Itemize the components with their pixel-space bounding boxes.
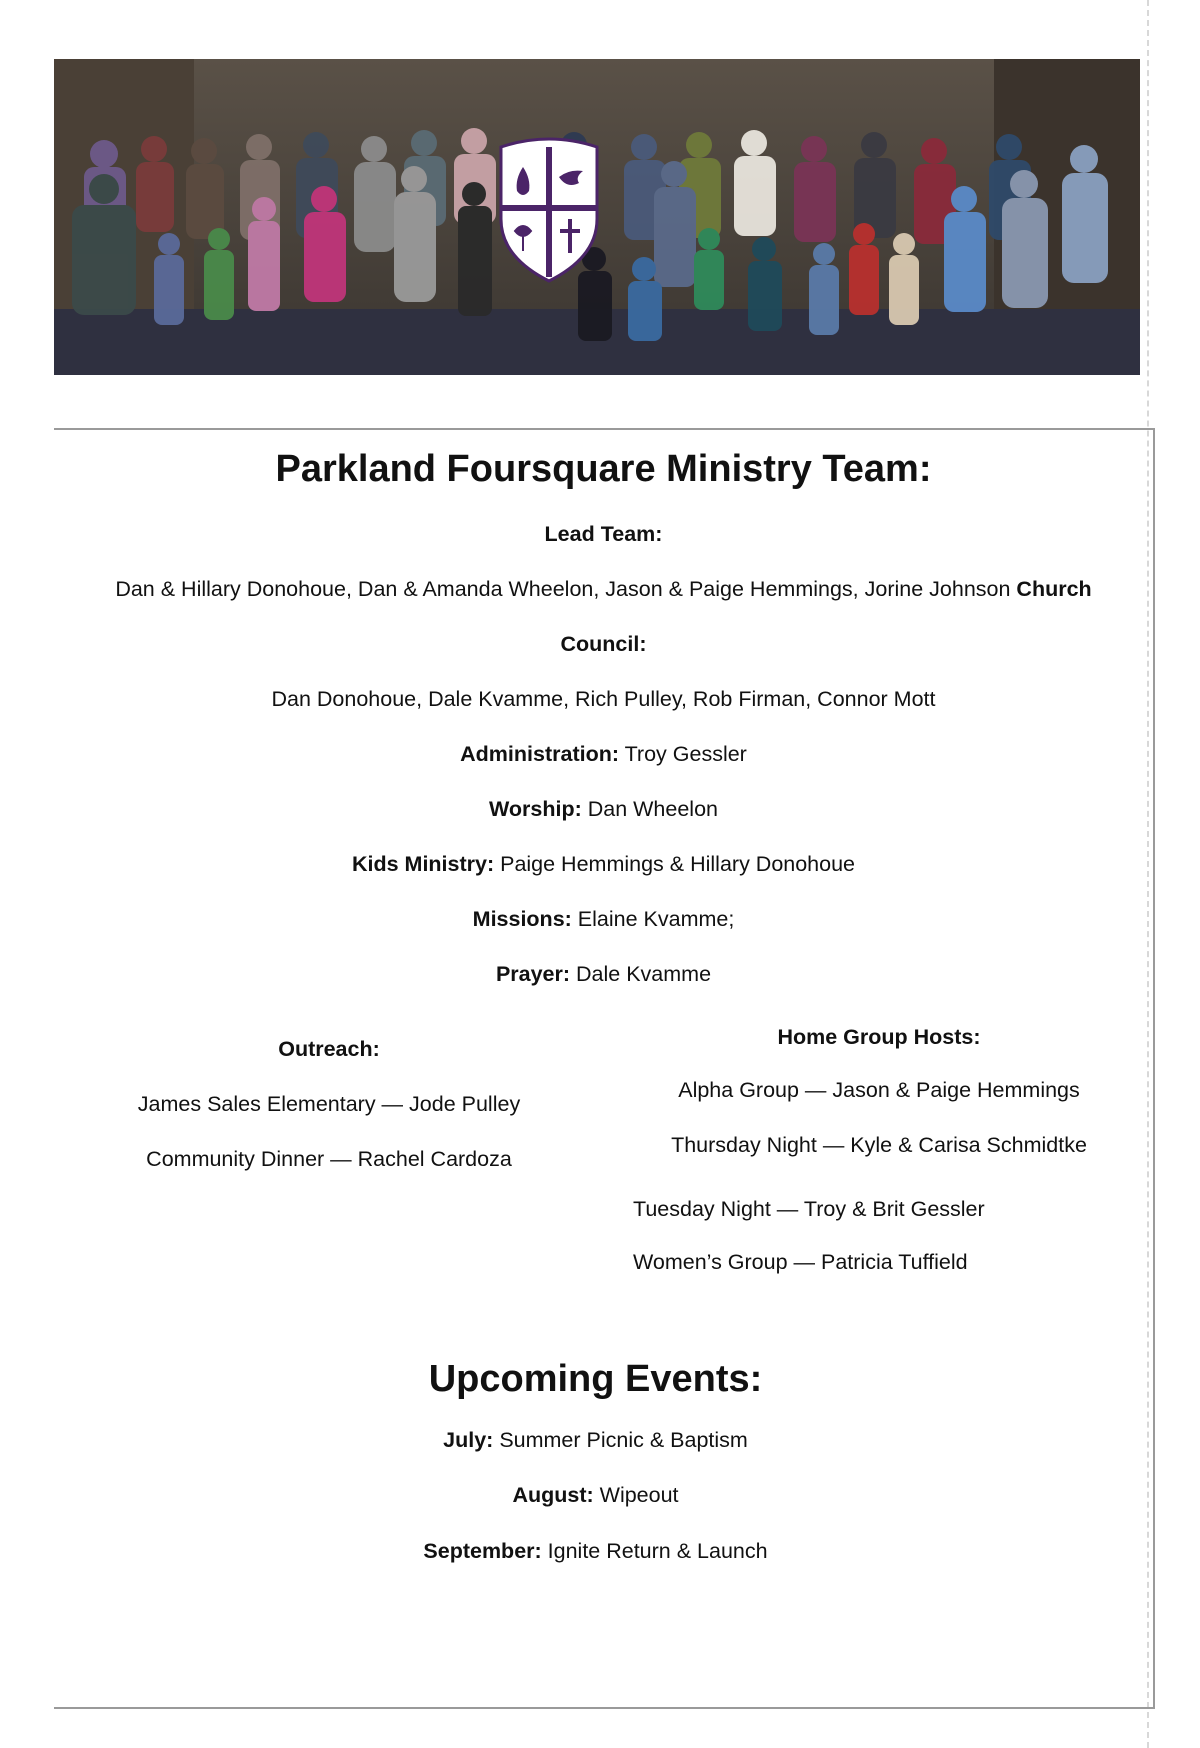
event-value: Ignite Return & Launch bbox=[541, 1539, 768, 1563]
event-value: Wipeout bbox=[593, 1483, 679, 1507]
event-value: Summer Picnic & Baptism bbox=[493, 1428, 748, 1452]
church-council-label-part: Church bbox=[1016, 577, 1092, 601]
home-group-item: Women’s Group — Patricia Tuffield bbox=[633, 1250, 968, 1274]
event-label: August: bbox=[512, 1483, 594, 1507]
outreach-title: Outreach: bbox=[278, 1037, 380, 1061]
role-label: Worship: bbox=[488, 797, 582, 821]
lead-team-label: Lead Team: bbox=[544, 522, 663, 546]
council-names: Dan Donohoue, Dale Kvamme, Rich Pulley, Rob Firman, Connor Mott bbox=[271, 687, 936, 711]
upcoming-events-title: Upcoming Events: bbox=[428, 1358, 763, 1400]
home-group-title: Home Group Hosts: bbox=[777, 1025, 981, 1049]
event-label: September: bbox=[423, 1539, 542, 1563]
ministry-team-title: Parkland Foursquare Ministry Team: bbox=[275, 448, 932, 490]
council-label: Council: bbox=[560, 632, 647, 656]
ministry-content-panel bbox=[54, 428, 1155, 1709]
lead-team-names-text: Dan & Hillary Donohoue, Dan & Amanda Wheelon, Jason & Paige Hemmings, Jorine Johnson bbox=[115, 577, 1017, 601]
role-missions bbox=[54, 907, 1153, 932]
role-label: Missions: bbox=[472, 907, 572, 931]
home-group-item: Tuesday Night — Troy & Brit Gessler bbox=[633, 1197, 985, 1221]
lead-team-names bbox=[54, 577, 1153, 602]
role-value: Dan Wheelon bbox=[581, 797, 718, 821]
event-august bbox=[46, 1483, 1145, 1508]
home-group-item: Thursday Night — Kyle & Carisa Schmidtke bbox=[671, 1133, 1087, 1157]
role-value: Dale Kvamme bbox=[570, 962, 712, 986]
role-value: Paige Hemmings & Hillary Donohoue bbox=[494, 852, 856, 876]
role-label: Kids Ministry: bbox=[351, 852, 495, 876]
event-july bbox=[46, 1428, 1145, 1453]
role-prayer bbox=[54, 962, 1153, 987]
event-september bbox=[46, 1539, 1145, 1564]
outreach-item: Community Dinner — Rachel Cardoza bbox=[146, 1147, 512, 1171]
role-label: Prayer: bbox=[495, 962, 571, 986]
home-group-item: Alpha Group — Jason & Paige Hemmings bbox=[678, 1078, 1080, 1102]
role-administration bbox=[54, 742, 1153, 767]
role-worship bbox=[54, 797, 1153, 822]
role-kids-ministry bbox=[54, 852, 1153, 877]
outreach-item: James Sales Elementary — Jode Pulley bbox=[137, 1092, 521, 1116]
role-value: Troy Gessler bbox=[619, 742, 747, 766]
congregation-group-photo bbox=[54, 59, 1140, 375]
role-label: Administration: bbox=[460, 742, 619, 766]
role-value: Elaine Kvamme; bbox=[571, 907, 735, 931]
event-label: July: bbox=[443, 1428, 494, 1452]
